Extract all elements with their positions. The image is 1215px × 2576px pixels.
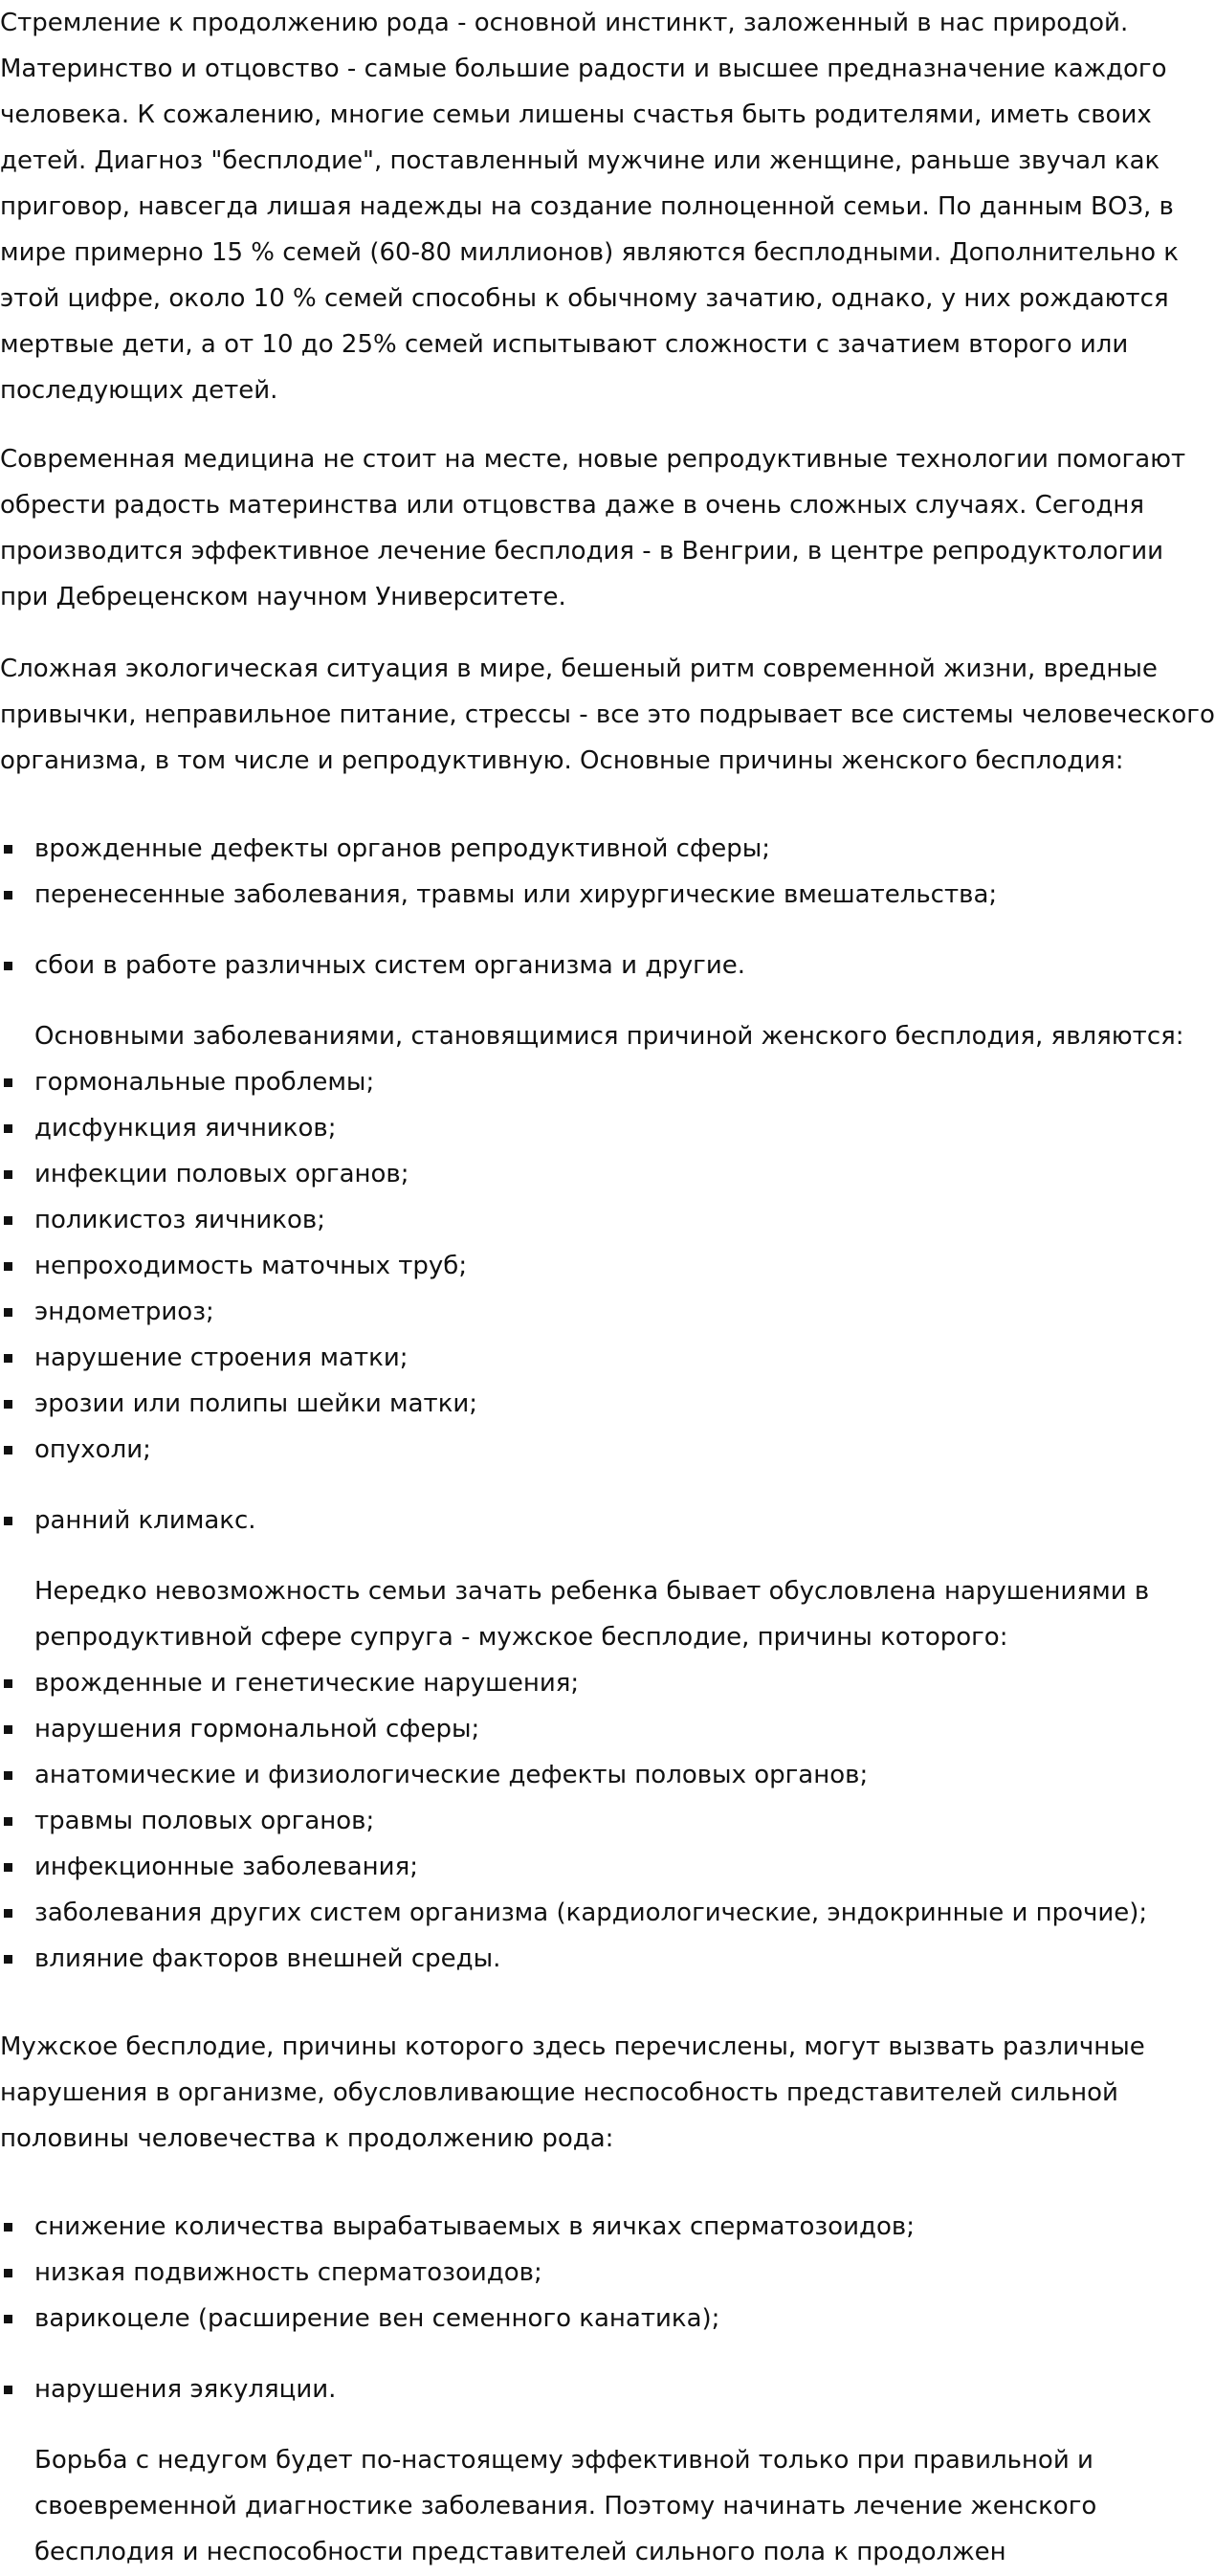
list-item: эрозии или полипы шейки матки; bbox=[0, 1381, 477, 1427]
list-item: инфекции половых органов; bbox=[0, 1151, 477, 1197]
text-line: Сложная экологическая ситуация в мире, бешеный ритм современной жизни, вредные bbox=[0, 655, 1158, 683]
text-line: половины человечества к продолжению рода: bbox=[0, 2124, 614, 2153]
list-intro-female-diseases: Основными заболеваниями, становящимися причиной женского бесплодия, являются: bbox=[34, 1022, 1184, 1051]
paragraph-male-consequences bbox=[0, 2024, 1145, 2162]
list-item: врожденные дефекты органов репродуктивной сферы; bbox=[0, 826, 997, 872]
text-line: бесплодия и неспособности представителей сильного пола к продолжен bbox=[34, 2538, 1006, 2566]
bullet-icon bbox=[4, 1124, 12, 1133]
bullet-icon bbox=[4, 1400, 12, 1409]
text-line: привычки, неправильное питание, стрессы - все это подрывает все системы человеческого bbox=[0, 700, 1215, 729]
list-item: эндометриоз; bbox=[0, 1289, 477, 1335]
list-item: перенесенные заболевания, травмы или хирургические вмешательства; bbox=[0, 872, 997, 918]
text-line: производится эффективное лечение бесплодия - в Венгрии, в центре репродуктологии bbox=[0, 537, 1164, 566]
bullet-icon bbox=[4, 1725, 12, 1734]
text-line: последующих детей. bbox=[0, 376, 278, 405]
bullet-icon bbox=[4, 1216, 12, 1225]
paragraph-diagnostics bbox=[34, 2437, 1096, 2575]
bullet-icon bbox=[4, 1262, 12, 1271]
text-line: Нередко невозможность семьи зачать ребенка бывает обусловлена нарушениями в bbox=[34, 1577, 1150, 1606]
list-item: нарушения гормональной сферы; bbox=[0, 1706, 1147, 1752]
list-intro-male-infertility bbox=[34, 1568, 1149, 1660]
list-item: гормональные проблемы; bbox=[0, 1059, 477, 1105]
bullet-icon bbox=[4, 1517, 12, 1525]
bullet-icon bbox=[4, 1308, 12, 1317]
text-line: Борьба с недугом будет по-настоящему эффективной только при правильной и bbox=[34, 2446, 1094, 2475]
list-female-diseases bbox=[0, 1059, 477, 1543]
bullet-icon bbox=[4, 1955, 12, 1964]
list-item: низкая подвижность сперматозоидов; bbox=[0, 2250, 915, 2296]
bullet-icon bbox=[4, 1078, 12, 1087]
paragraph-modern-medicine bbox=[0, 436, 1185, 620]
bullet-icon bbox=[4, 845, 12, 854]
paragraph-causes bbox=[0, 646, 1215, 784]
bullet-icon bbox=[4, 2223, 12, 2232]
text-line: нарушения в организме, обусловливающие неспособность представителей сильной bbox=[0, 2078, 1118, 2107]
list-item: нарушения эякуляции. bbox=[0, 2366, 915, 2412]
text-line: репродуктивной сфере супруга - мужское бесплодие, причины которого: bbox=[34, 1623, 1008, 1652]
list-item: врожденные и генетические нарушения; bbox=[0, 1660, 1147, 1706]
bullet-icon bbox=[4, 891, 12, 899]
bullet-icon bbox=[4, 2315, 12, 2323]
list-male-disorders bbox=[0, 2204, 915, 2412]
list-item: ранний климакс. bbox=[0, 1498, 477, 1543]
text-line: Современная медицина не стоит на месте, новые репродуктивные технологии помогают bbox=[0, 445, 1186, 474]
bullet-icon bbox=[4, 1679, 12, 1688]
list-item: анатомические и физиологические дефекты половых органов; bbox=[0, 1752, 1147, 1798]
bullet-icon bbox=[4, 962, 12, 970]
bullet-icon bbox=[4, 1909, 12, 1918]
text-line: Материнство и отцовство - самые большие радости и высшее предназначение каждого bbox=[0, 55, 1167, 83]
text-line: детей. Диагноз "бесплодие", поставленный мужчине или женщине, раньше звучал как bbox=[0, 146, 1160, 175]
bullet-icon bbox=[4, 1817, 12, 1826]
list-item: травмы половых органов; bbox=[0, 1798, 1147, 1844]
bullet-icon bbox=[4, 1771, 12, 1780]
list-item: варикоцеле (расширение вен семенного канатика); bbox=[0, 2296, 915, 2342]
text-line: мертвые дети, а от 10 до 25% семей испытывают сложности с зачатием второго или bbox=[0, 330, 1129, 359]
list-item: дисфункция яичников; bbox=[0, 1105, 477, 1151]
list-item: сбои в работе различных систем организма и другие. bbox=[0, 943, 997, 988]
list-male-causes bbox=[0, 1660, 1147, 1982]
list-item: непроходимость маточных труб; bbox=[0, 1243, 477, 1289]
text-line: этой цифре, около 10 % семей способны к обычному зачатию, однако, у них рождаются bbox=[0, 284, 1169, 313]
list-item: инфекционные заболевания; bbox=[0, 1844, 1147, 1890]
list-female-causes bbox=[0, 826, 997, 988]
text-line: мире примерно 15 % семей (60-80 миллионов) являются бесплодными. Дополнительно к bbox=[0, 238, 1179, 267]
text-line: приговор, навсегда лишая надежды на создание полноценной семьи. По данным ВОЗ, в bbox=[0, 192, 1174, 221]
text-line: Стремление к продолжению рода - основной инстинкт, заложенный в нас природой. bbox=[0, 9, 1129, 37]
bullet-icon bbox=[4, 1170, 12, 1179]
list-item: снижение количества вырабатываемых в яичках сперматозоидов; bbox=[0, 2204, 915, 2250]
bullet-icon bbox=[4, 1354, 12, 1363]
text-line: организма, в том числе и репродуктивную. Основные причины женского бесплодия: bbox=[0, 746, 1124, 775]
text-line: человека. К сожалению, многие семьи лишены счастья быть родителями, иметь своих bbox=[0, 100, 1152, 129]
bullet-icon bbox=[4, 2269, 12, 2277]
list-item: опухоли; bbox=[0, 1427, 477, 1473]
text-line: обрести радость материнства или отцовства даже в очень сложных случаях. Сегодня bbox=[0, 491, 1144, 520]
list-item: заболевания других систем организма (кардиологические, эндокринные и прочие); bbox=[0, 1890, 1147, 1936]
list-item: влияние факторов внешней среды. bbox=[0, 1936, 1147, 1982]
bullet-icon bbox=[4, 1446, 12, 1455]
bullet-icon bbox=[4, 1863, 12, 1872]
text-line: своевременной диагностике заболевания. Поэтому начинать лечение женского bbox=[34, 2492, 1097, 2520]
text-line: при Дебреценском научном Университете. bbox=[0, 583, 566, 611]
bullet-icon bbox=[4, 2386, 12, 2394]
text-line: Мужское бесплодие, причины которого здесь перечислены, могут вызвать различные bbox=[0, 2032, 1145, 2061]
list-item: поликистоз яичников; bbox=[0, 1197, 477, 1243]
paragraph-intro bbox=[0, 0, 1179, 413]
list-item: нарушение строения матки; bbox=[0, 1335, 477, 1381]
